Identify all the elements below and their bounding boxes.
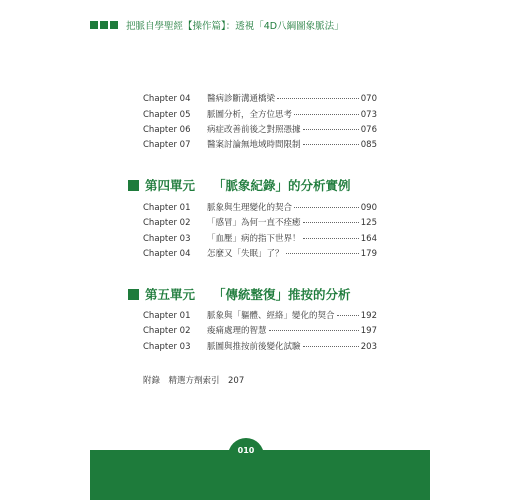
page-number: 179	[360, 249, 377, 259]
toc-entry	[143, 309, 377, 323]
chapter-title: 醫病診斷溝通橋梁	[207, 94, 276, 104]
chapter-title: 脈象與「軀體、經絡」變化的契合	[207, 311, 335, 321]
chapter-title: 脈圖與推按前後變化試驗	[207, 342, 301, 352]
chapter-number: Chapter 05	[143, 110, 191, 120]
dot-leader	[303, 346, 359, 347]
page-number: 164	[360, 234, 377, 244]
page-number: 203	[360, 342, 377, 352]
page-number: 070	[360, 94, 377, 104]
unit-square-icon	[128, 289, 139, 300]
chapter-title: 痠痛處理的智慧	[207, 326, 267, 336]
toc-entry	[143, 247, 377, 261]
header-book-title: 把脈自學聖經【操作篇】：透視「4D八綱圖象脈法」	[126, 21, 344, 32]
toc-entry	[143, 123, 377, 137]
chapter-number: Chapter 03	[143, 342, 191, 352]
toc-entry	[143, 340, 377, 354]
dot-leader	[286, 253, 359, 254]
page-number: 073	[360, 110, 377, 120]
chapter-title: 怎麼又「失眠」了？	[207, 249, 284, 259]
chapter-title: 「血壓」病的指下世界！	[207, 234, 301, 244]
chapter-title: 「感冒」為何一直不痊癒	[207, 218, 301, 228]
unit-square-icon	[128, 180, 139, 191]
chapter-title: 脈圖分析，全方位思考	[207, 110, 293, 120]
page-number: 125	[360, 218, 377, 228]
unit-label: 第四單元	[145, 178, 196, 193]
dot-leader	[294, 207, 359, 208]
chapter-number: Chapter 02	[143, 218, 191, 228]
chapter-title: 醫案討論無地域時間限制	[207, 140, 301, 150]
unit-heading	[128, 176, 351, 194]
chapter-number: Chapter 01	[143, 203, 191, 213]
header-square-icon	[110, 21, 118, 29]
header-square-icon	[90, 21, 98, 29]
chapter-number: Chapter 04	[143, 94, 191, 104]
chapter-number: Chapter 07	[143, 140, 191, 150]
toc-entry	[143, 92, 377, 106]
folio-page-number: 010	[237, 446, 255, 455]
toc-entry	[143, 232, 377, 246]
page-number: 085	[360, 140, 377, 150]
dot-leader	[277, 98, 359, 99]
dot-leader	[303, 129, 359, 130]
unit-label: 第五單元	[145, 287, 196, 302]
dot-leader	[303, 238, 359, 239]
page-number: 090	[360, 203, 377, 213]
page-number: 197	[360, 326, 377, 336]
toc-entry	[143, 138, 377, 152]
running-header	[90, 18, 344, 32]
dot-leader	[303, 144, 359, 145]
unit-heading	[128, 285, 351, 303]
unit-title: 「脈象紀錄」的分析實例	[213, 178, 351, 193]
dot-leader	[269, 330, 359, 331]
toc-entry	[143, 216, 377, 230]
chapter-number: Chapter 04	[143, 249, 191, 259]
header-square-icon	[100, 21, 108, 29]
toc-entry	[143, 201, 377, 215]
dot-leader	[294, 114, 359, 115]
chapter-number: Chapter 03	[143, 234, 191, 244]
toc-entry	[143, 324, 377, 338]
appendix-entry: 附錄 精選方劑索引 207	[143, 376, 245, 386]
toc-entry	[143, 108, 377, 122]
page-number: 192	[360, 311, 377, 321]
chapter-number: Chapter 02	[143, 326, 191, 336]
dot-leader	[303, 222, 359, 223]
unit-title: 「傳統整復」推按的分析	[213, 287, 351, 302]
chapter-title: 病症改善前後之對照憑據	[207, 125, 301, 135]
chapter-title: 脈象與生理變化的契合	[207, 203, 293, 213]
chapter-number: Chapter 06	[143, 125, 191, 135]
dot-leader	[337, 315, 359, 316]
chapter-number: Chapter 01	[143, 311, 191, 321]
page-number: 076	[360, 125, 377, 135]
